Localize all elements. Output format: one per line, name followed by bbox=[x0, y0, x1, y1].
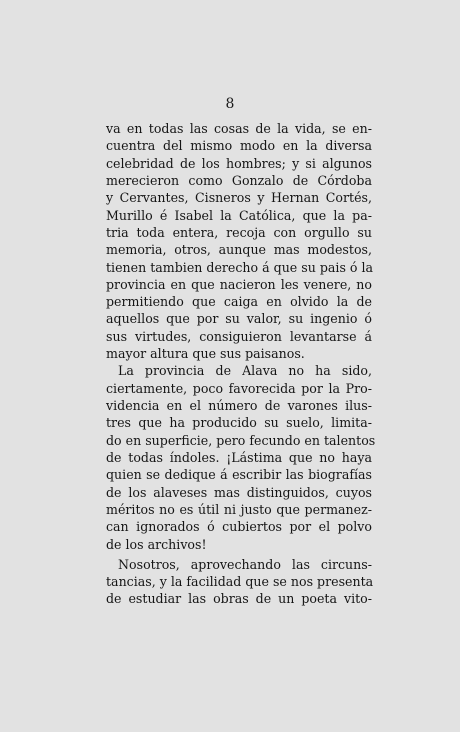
text-line: mayor altura que sus paisanos. bbox=[106, 346, 305, 362]
body-text bbox=[106, 120, 376, 608]
text-line: do en superficie, pero fecundo en talentos bbox=[106, 432, 376, 448]
paragraph bbox=[106, 120, 372, 362]
text-line: provincia en que nacieron les venere, no bbox=[106, 276, 372, 292]
page-number: 8 bbox=[225, 96, 235, 112]
text-line: y Cervantes, Cisneros y Hernan Cortés, bbox=[106, 190, 372, 206]
text-line: memoria, otros, aunque mas modestos, bbox=[106, 242, 372, 258]
paragraph bbox=[106, 362, 376, 552]
text-line: quien se dedique á escribir las biografías bbox=[106, 467, 372, 483]
text-line: de los alaveses mas distinguidos, cuyos bbox=[106, 484, 372, 500]
text-line: de los archivos! bbox=[106, 536, 207, 552]
text-line: tancias, y la facilidad que se nos presenta bbox=[106, 574, 374, 590]
text-line: celebridad de los hombres; y si algunos bbox=[106, 155, 372, 171]
text-line: tres que ha producido su suelo, limita- bbox=[106, 415, 372, 431]
text-line: ciertamente, poco favorecida por la Pro- bbox=[106, 380, 372, 396]
text-line: can ignorados ó cubiertos por el polvo bbox=[106, 519, 372, 535]
text-line: de todas índoles. ¡Lástima que no haya bbox=[106, 449, 372, 465]
text-line: videncia en el número de varones ilus- bbox=[106, 398, 372, 413]
text-line: Murillo é Isabel la Católica, que la pa- bbox=[106, 207, 372, 223]
text-line: va en todas las cosas de la vida, se en- bbox=[106, 121, 372, 136]
text-line: méritos no es útil ni justo que permanez- bbox=[106, 501, 372, 517]
text-line: Nosotros, aprovechando las circuns- bbox=[118, 556, 372, 572]
text-line: cuentra del mismo modo en la diversa bbox=[106, 138, 372, 154]
text-line: permitiendo que caiga en olvido la de bbox=[106, 294, 372, 310]
text-line: de estudiar las obras de un poeta vito- bbox=[106, 591, 372, 607]
text-line: merecieron como Gonzalo de Córdoba bbox=[106, 172, 372, 188]
text-line: La provincia de Alava no ha sido, bbox=[118, 363, 372, 379]
text-line: sus virtudes, consiguieron levantarse á bbox=[106, 328, 372, 344]
paragraph bbox=[106, 556, 372, 608]
text-line: tria toda entera, recoja con orgullo su bbox=[106, 224, 372, 240]
text-line: aquellos que por su valor, su ingenio ó bbox=[106, 311, 372, 327]
text-line: tienen tambien derecho á que su pais ó la bbox=[106, 259, 374, 275]
